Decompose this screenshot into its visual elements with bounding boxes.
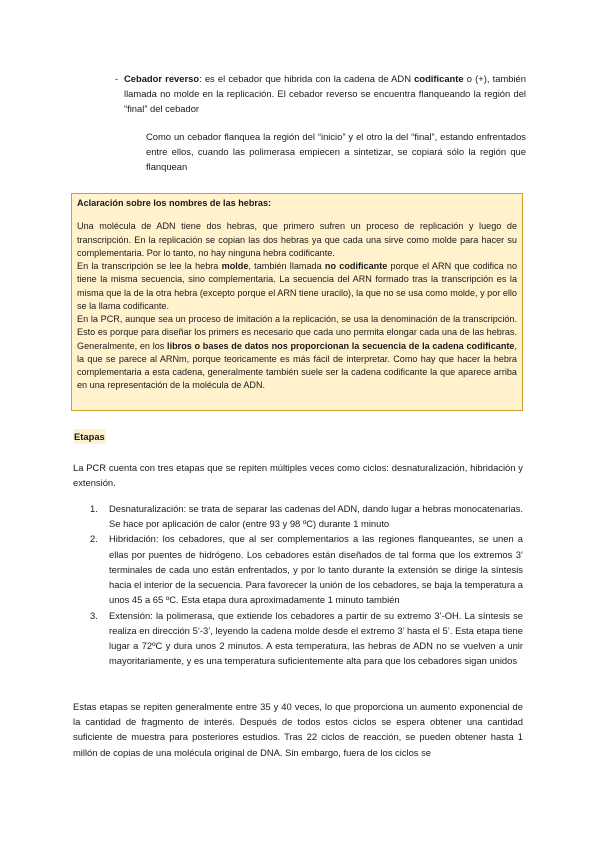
section-title-etapas: Etapas <box>73 429 106 444</box>
step-annealing <box>90 531 523 607</box>
step-text: Hibridación: los cebadores, que al ser complementarios a las regiones flanqueantes, se unen a ellas por puentes de hidrógeno. Los cebadores están diseñados de tal forma que los extremos 3’ terminales de cada uno están enfrentados, y por lo tanto durante la extensión se dirige la síntesis hacia el interior de la secuencia. Para favorecer la unión de los cebadores, se baja la temperatura a unos 45 a 65 ºC. Esta etapa dura aproximadamente 1 minuto también <box>109 533 523 606</box>
callout-title-suffix: : <box>268 198 272 208</box>
callout-p3-bold: libros o bases de datos nos proporcionan la secuencia de la cadena codificante <box>167 340 515 351</box>
callout-paragraph-2 <box>77 260 517 313</box>
bullet-dash: - <box>115 73 119 84</box>
callout-p2-bold-molde: molde <box>221 261 249 272</box>
step-extension <box>90 608 523 669</box>
callout-paragraph-1: Una molécula de ADN tiene dos hebras, que primero sufren un proceso de replicación y luego de transcripción. En la replicación se copian las dos hebras ya que cada una sirve como molde para hacer su complementaria. Por lo tanto, no hay ninguna hebra codificante. <box>77 221 517 258</box>
step-number: 1. <box>90 503 98 514</box>
callout-p2-a: En la transcripción se lee la hebra <box>77 261 222 272</box>
closing-paragraph: Estas etapas se repiten generalmente entre 35 y 40 veces, lo que proporciona un aumento exponencial de la cantidad de fragmento de interés. Después de todos estos ciclos se espera obtener una cantidad suficiente de muestra para posteriores estudios. Tras 22 ciclos de reacción, se pueden obtener hasta 1 millón de copias de una molécula original de DNA. Sin embargo, fuera de los ciclos se <box>73 701 523 758</box>
callout-title-text: Aclaración sobre los nombres de las hebras <box>77 198 269 208</box>
bullet-term: Cebador reverso <box>124 73 200 84</box>
steps-list <box>90 501 523 669</box>
bullet-text-a: : es el cebador que hibrida con la cadena de ADN <box>199 73 415 84</box>
bullet-followup-paragraph: Como un cebador flanquea la región del “inicio” y el otro la del “final”, estando enfrentados entre ellos, cuando las polimerasa empiecen a sintetizar, se copiará sólo la región que flanquean <box>146 130 526 173</box>
step-text: Extensión: la polimerasa, que extiende los cebadores a partir de su extremo 3’-OH. La síntesis se realiza en dirección 5’-3’, leyendo la cadena molde desde el extremo 3’ hasta el 5’. Esta etapa tiene lugar a 72ºC y dura unos 2 minutos. A esta temperatura, las hebras de ADN no se vuelven a unir mayoritariamente, y es una temperatura suficientemente alta para que los cebadores sigan unidos <box>109 609 523 667</box>
step-number: 3. <box>90 609 98 621</box>
callout-p3-a: En la PCR, aunque sea un proceso de imitación a la replicación, se usa la denominación de la transcripción. Esto es porque para diseñar los primers es necesario que cada uno permita elongar cada una de las hebras. Generalmente, en los <box>77 314 517 351</box>
callout-p2-c: , también llamada <box>248 261 325 272</box>
step-denaturation <box>90 501 523 531</box>
bullet-reverse-primer <box>115 71 526 174</box>
bullet-text-b: o (+), también llamada no molde en la replicación. El cebador reverso se encuentra flanqueando la región del “final” del cebador <box>124 73 526 115</box>
bullet-paragraph <box>124 71 526 117</box>
bullet-bold-codificante: codificante <box>414 73 464 84</box>
step-text: Desnaturalización: se trata de separar las cadenas del ADN, dando lugar a hebras monocatenarias. Se hace por aplicación de calor (entre 93 y 98 ºC) durante 1 minuto <box>109 503 523 530</box>
callout-p2-bold-no-codificante: no codificante <box>324 261 388 272</box>
callout-p2-d: porque el ARN que codifica no tiene la misma secuencia, sino complementaria. La secuencia del ARN formado tras la transcripción es la misma que la de la otra hebra (excepto porque el ARN tiene uracilo), la que no se usa como molde, y por ello se la llama codificante. <box>77 261 518 311</box>
callout-paragraph-3 <box>77 313 517 393</box>
intro-paragraph: La PCR cuenta con tres etapas que se repiten múltiples veces como ciclos: desnaturalización, hibridación y extensión. <box>73 462 523 489</box>
callout-p3-c: , la que se parece al ARNm, porque teoricamente es más fácil de interpretar. Como hay que hacer la hebra complementaria a esta cadena, generalmente también suele ser la cadena codificante la que aparece arriba en una representación de la molécula de ADN. <box>77 340 517 391</box>
strand-names-callout <box>71 193 523 411</box>
callout-title <box>77 197 517 210</box>
step-number: 2. <box>90 533 98 545</box>
